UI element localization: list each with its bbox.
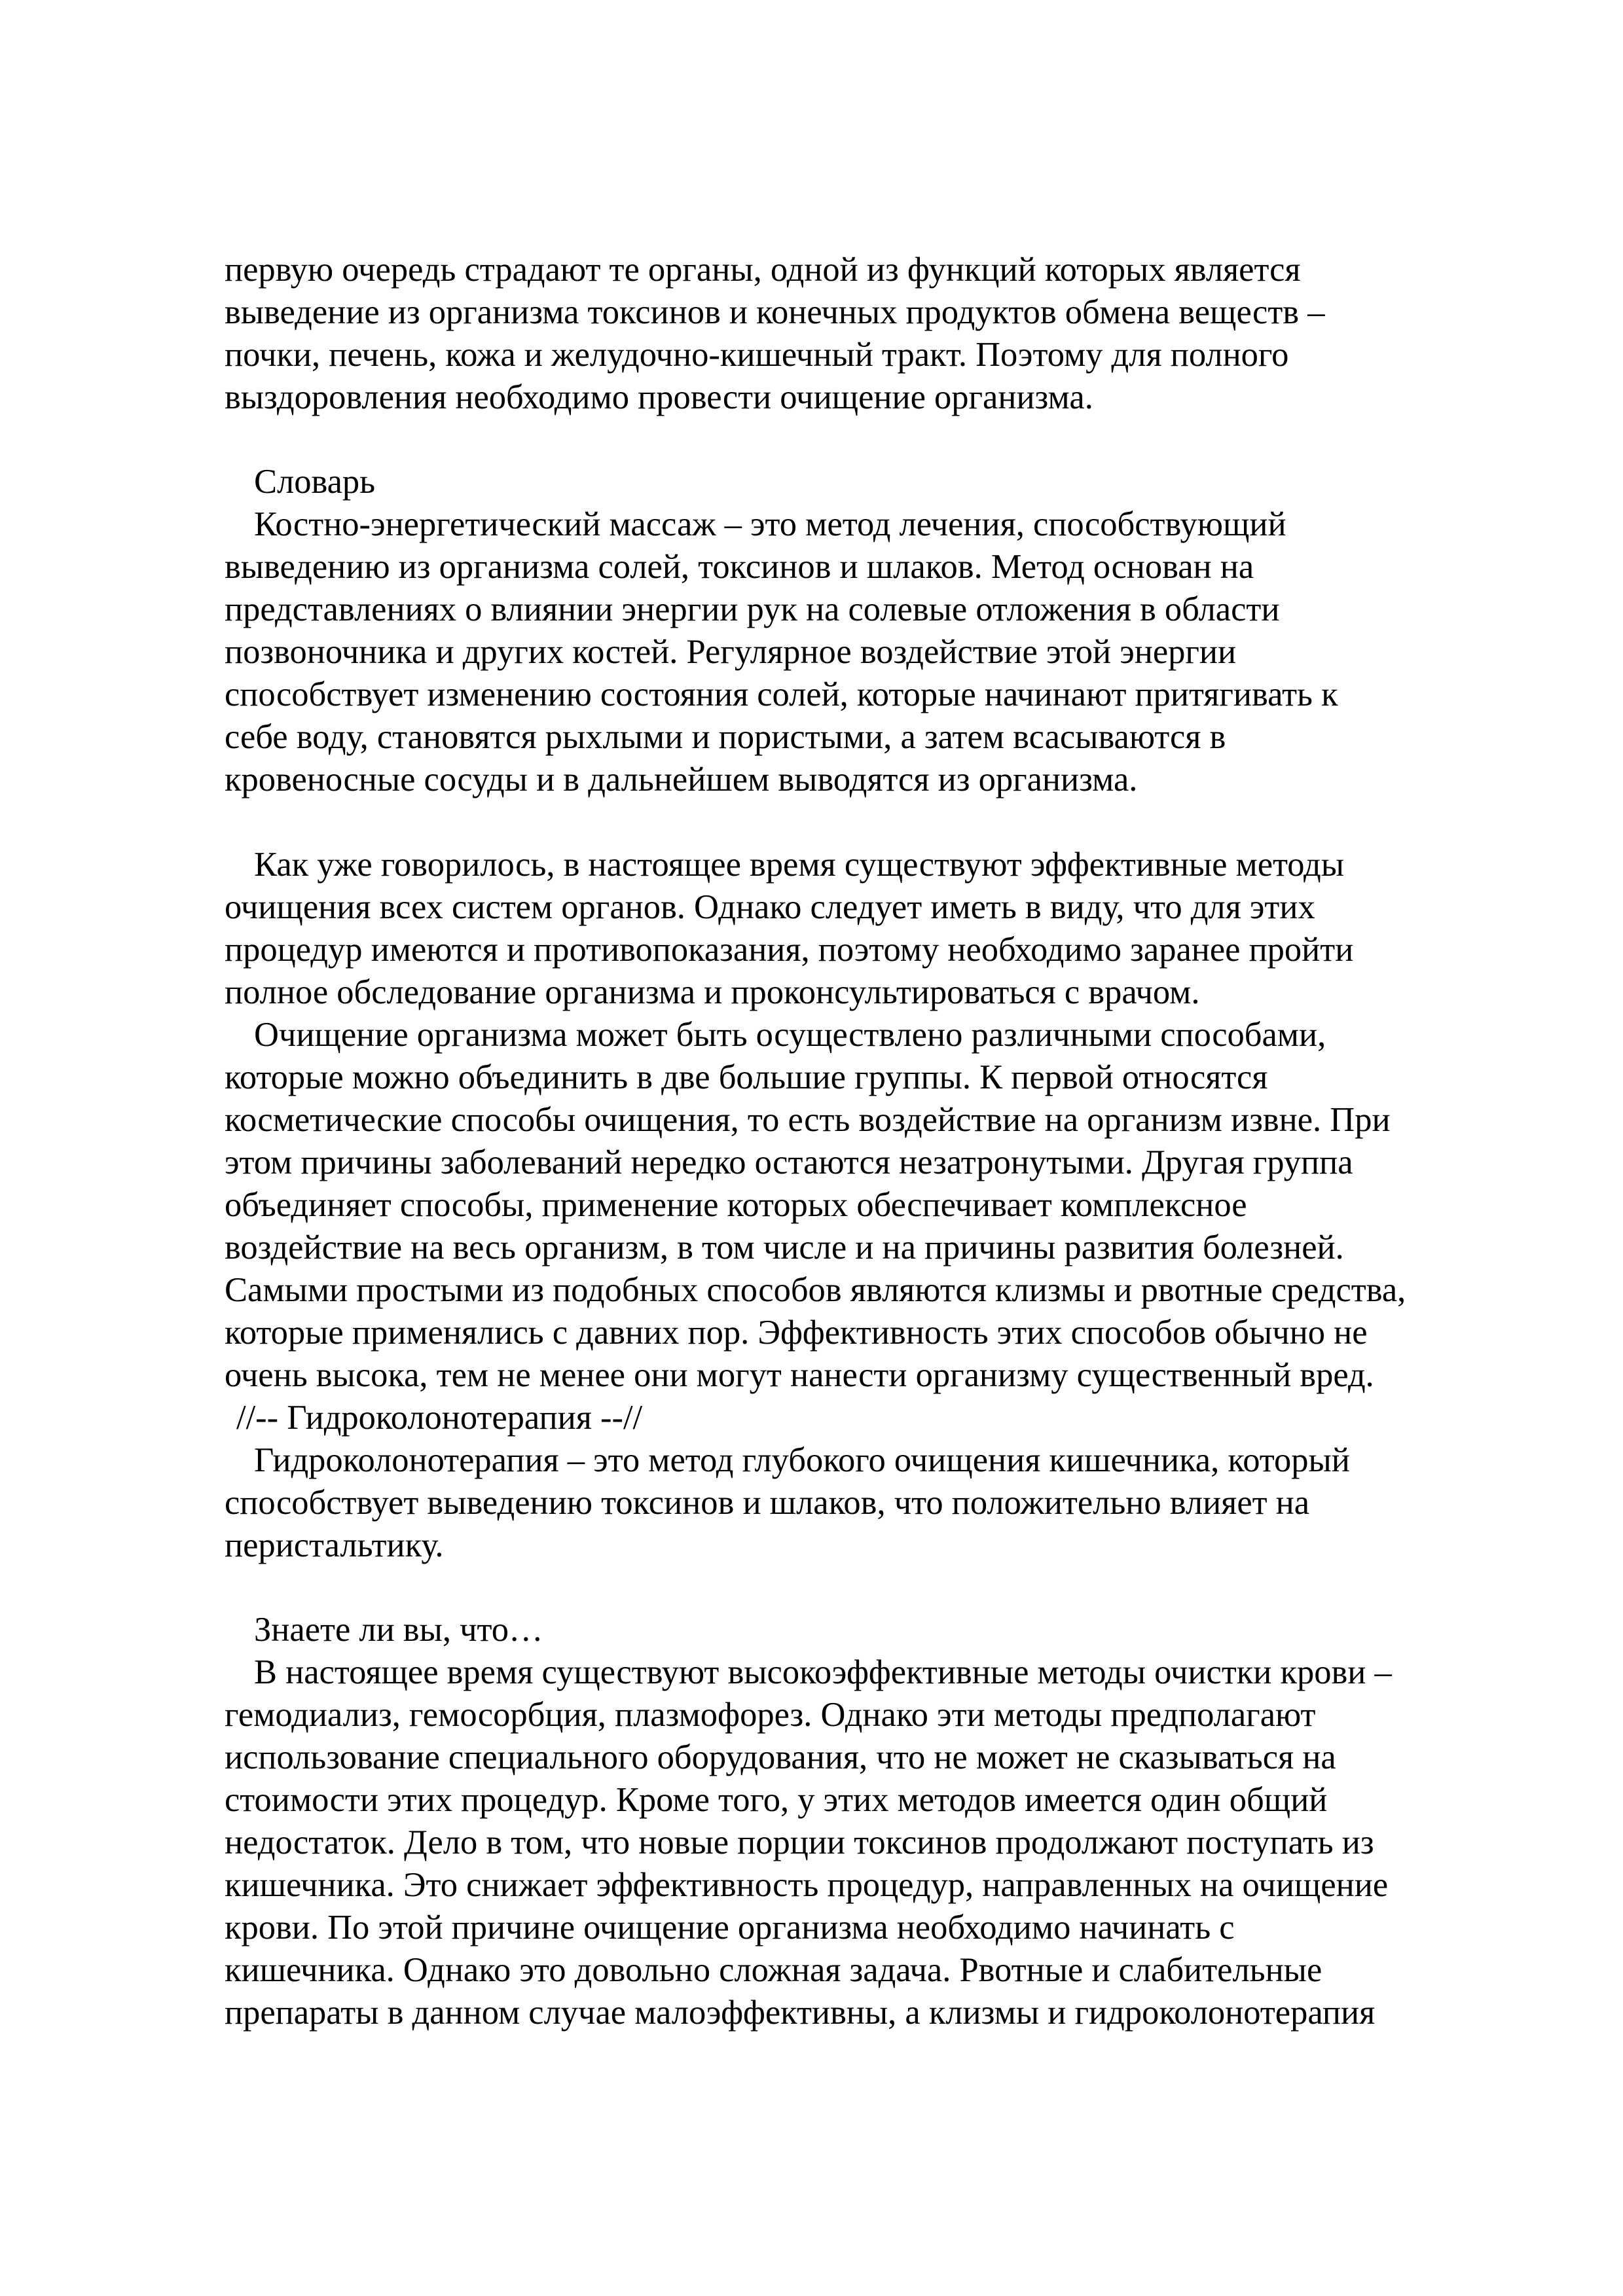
text-line: способствует изменению состояния солей, которые начинают притягивать к xyxy=(225,675,1338,713)
section-separator: //-- Гидроколонотерапия --// xyxy=(236,1399,643,1437)
text-line: очень высока, тем не менее они могут нанести организму существенный вред. xyxy=(225,1356,1374,1394)
vocabulary-heading: Словарь xyxy=(254,463,376,501)
text-line: которые применялись с давних пор. Эффективность этих способов обычно не xyxy=(225,1314,1368,1352)
text-line: воздействие на весь организм, в том числе и на причины развития болезней. xyxy=(225,1229,1344,1266)
text-line: выздоровления необходимо провести очищение организма. xyxy=(225,378,1093,416)
text-line: стоимости этих процедур. Кроме того, у этих методов имеется один общий xyxy=(225,1781,1328,1819)
text-line: использование специального оборудования, что не может не сказываться на xyxy=(225,1738,1336,1776)
text-line: выведению из организма солей, токсинов и шлаков. Метод основан на xyxy=(225,548,1254,586)
text-line: косметические способы очищения, то есть воздействие на организм извне. При xyxy=(225,1101,1391,1139)
text-line: кишечника. Однако это довольно сложная задача. Рвотные и слабительные xyxy=(225,1951,1322,1989)
text-line: кишечника. Это снижает эффективность процедур, направленных на очищение xyxy=(225,1866,1389,1904)
text-line: себе воду, становятся рыхлыми и пористыми, а затем всасываются в xyxy=(225,718,1226,756)
text-line: которые можно объединить в две большие группы. К первой относятся xyxy=(225,1058,1268,1096)
text-line: очищения всех систем органов. Однако следует иметь в виду, что для этих xyxy=(225,888,1315,926)
text-line: объединяет способы, применение которых обеспечивает комплексное xyxy=(225,1186,1247,1224)
text-line: почки, печень, кожа и желудочно-кишечный тракт. Поэтому для полного xyxy=(225,336,1289,374)
text-line: процедур имеются и противопоказания, поэтому необходимо заранее пройти xyxy=(225,931,1354,969)
text-line: выведение из организма токсинов и конечных продуктов обмена веществ – xyxy=(225,293,1325,331)
did-you-know-heading: Знаете ли вы, что… xyxy=(254,1611,543,1649)
text-line: Как уже говорилось, в настоящее время существуют эффективные методы xyxy=(254,846,1345,884)
text-line: перистальтику. xyxy=(225,1526,444,1564)
text-line: Гидроколонотерапия – это метод глубокого очищения кишечника, который xyxy=(254,1441,1350,1479)
text-line: представлениях о влиянии энергии рук на солевые отложения в области xyxy=(225,590,1280,628)
text-line: В настоящее время существуют высокоэффективные методы очистки крови – xyxy=(254,1653,1392,1691)
text-line: гемодиализ, гемосорбция, плазмофорез. Однако эти методы предполагают xyxy=(225,1696,1316,1734)
text-line: полное обследование организма и проконсультироваться с врачом. xyxy=(225,973,1200,1011)
text-line: Самыми простыми из подобных способов являются клизмы и рвотные средства, xyxy=(225,1271,1406,1309)
text-line: способствует выведению токсинов и шлаков, что положительно влияет на xyxy=(225,1484,1310,1522)
text-line: этом причины заболеваний нередко остаются незатронутыми. Другая группа xyxy=(225,1143,1353,1181)
text-line: крови. По этой причине очищение организма необходимо начинать с xyxy=(225,1909,1235,1946)
text-line: кровеносные сосуды и в дальнейшем выводятся из организма. xyxy=(225,761,1138,798)
text-line: Костно-энергетический массаж – это метод лечения, способствующий xyxy=(254,505,1286,543)
text-line: недостаток. Дело в том, что новые порции токсинов продолжают поступать из xyxy=(225,1823,1374,1861)
text-line: Очищение организма может быть осуществлено различными способами, xyxy=(254,1016,1326,1054)
text-line: позвоночника и других костей. Регулярное воздействие этой энергии xyxy=(225,633,1237,671)
text-line: первую очередь страдают те органы, одной из функций которых является xyxy=(225,251,1301,289)
text-line: препараты в данном случае малоэффективны, а клизмы и гидроколонотерапия xyxy=(225,1994,1376,2032)
